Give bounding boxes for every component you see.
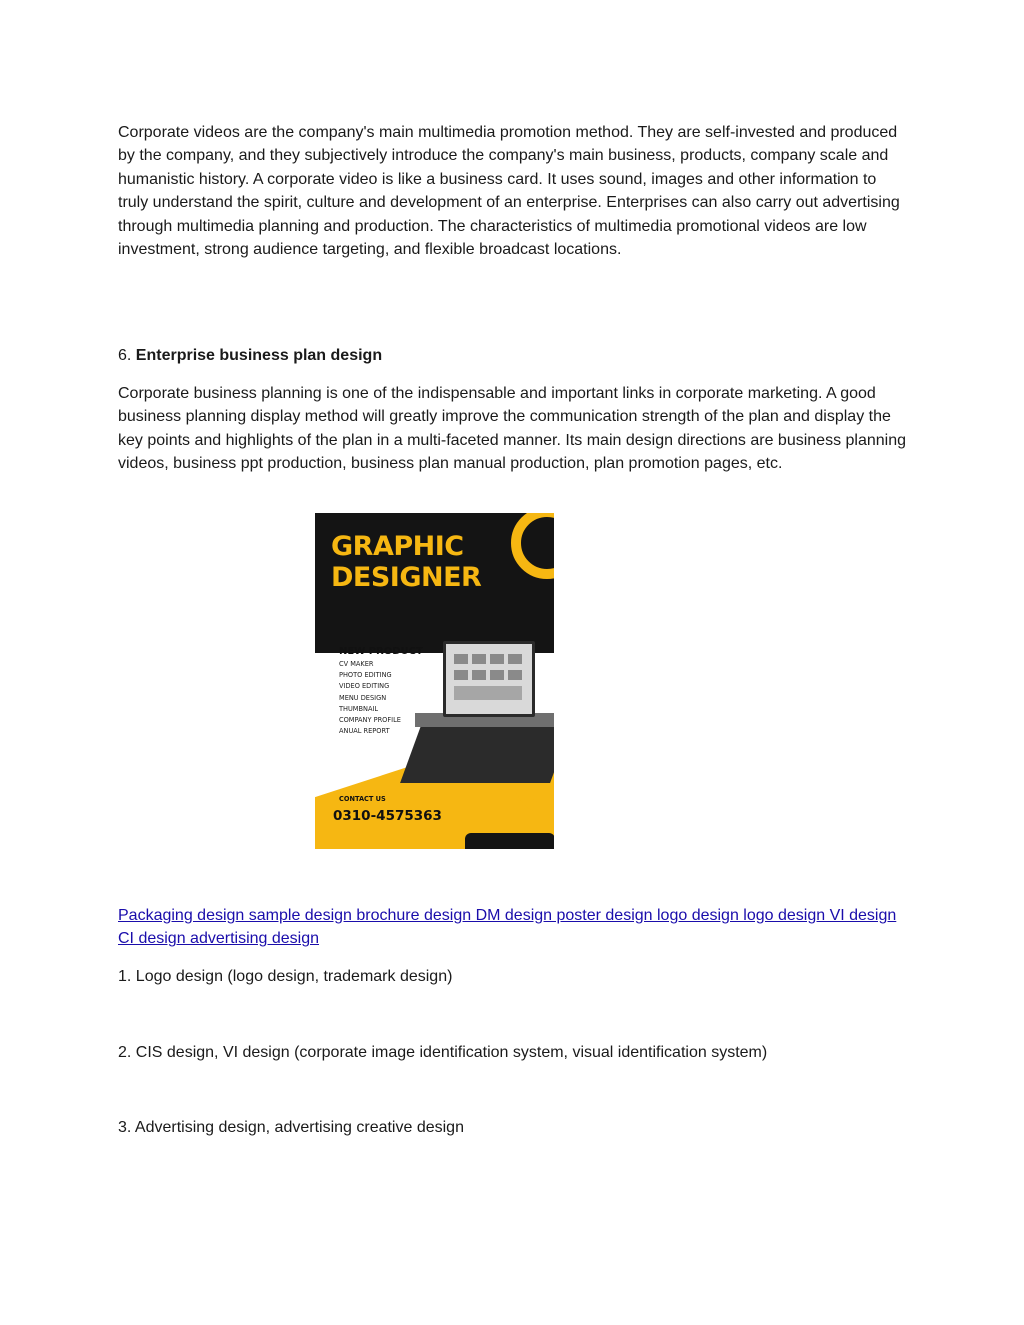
poster-title-line2: DESIGNER <box>331 562 482 593</box>
poster-service-item: PHOTO EDITING <box>339 671 392 680</box>
poster-subheading: NEW PRODUCT <box>339 646 423 657</box>
poster-title-line1: GRAPHIC <box>331 531 464 562</box>
section-paragraph: Corporate business planning is one of the indispensable and important links in corporate marketing. A good business planning display method will greatly improve the communication strength of the plan and display the key points and highlights of the plan in a multi-faceted manner. Its main design directions are business planning videos, business ppt production, business plan manual production, plan promotion pages, etc. <box>118 385 907 473</box>
section-title: Enterprise business plan design <box>135 347 383 364</box>
graphic-designer-poster-image <box>315 513 554 849</box>
poster-service-list <box>339 659 401 737</box>
poster-title <box>331 531 481 593</box>
list-item-2: 2. CIS design, VI design (corporate image identification system, visual identification system) <box>118 1044 768 1061</box>
poster-service-item: CV MAKER <box>339 660 374 668</box>
list-item-3: 3. Advertising design, advertising creative design <box>118 1119 464 1136</box>
poster-phone-number: 0310-4575363 <box>333 808 442 824</box>
poster-bottom-bar <box>465 833 554 849</box>
poster-contact-label: CONTACT US <box>339 795 386 803</box>
section-number: 6. <box>118 347 132 364</box>
intro-paragraph: Corporate videos are the company's main multimedia promotion method. They are self-invested and produced by the company, and they subjectively introduce the company's main business, products, company scale and humanistic history. A corporate video is like a business card. It uses sound, images and other information to truly understand the spirit, culture and development of an enterprise. Enterprises can also carry out advertising through multimedia planning and production. The characteristics of multimedia promotional videos are low investment, strong audience targeting, and flexible broadcast locations. <box>118 124 900 259</box>
poster-desk <box>400 723 554 783</box>
design-services-link[interactable]: Packaging design sample design brochure design DM design poster design logo design logo design VI design CI design advertising design <box>118 907 897 948</box>
poster-service-item: VIDEO EDITING <box>339 682 390 691</box>
list-item-1: 1. Logo design (logo design, trademark design) <box>118 968 453 985</box>
poster-service-item: THUMBNAIL <box>339 704 379 713</box>
section-heading <box>118 344 382 367</box>
poster-service-item: COMPANY PROFILE <box>339 716 401 725</box>
poster-service-item: MENU DESIGN <box>339 693 387 702</box>
poster-monitor-icon <box>443 641 535 717</box>
poster-service-item: ANUAL REPORT <box>339 727 390 736</box>
